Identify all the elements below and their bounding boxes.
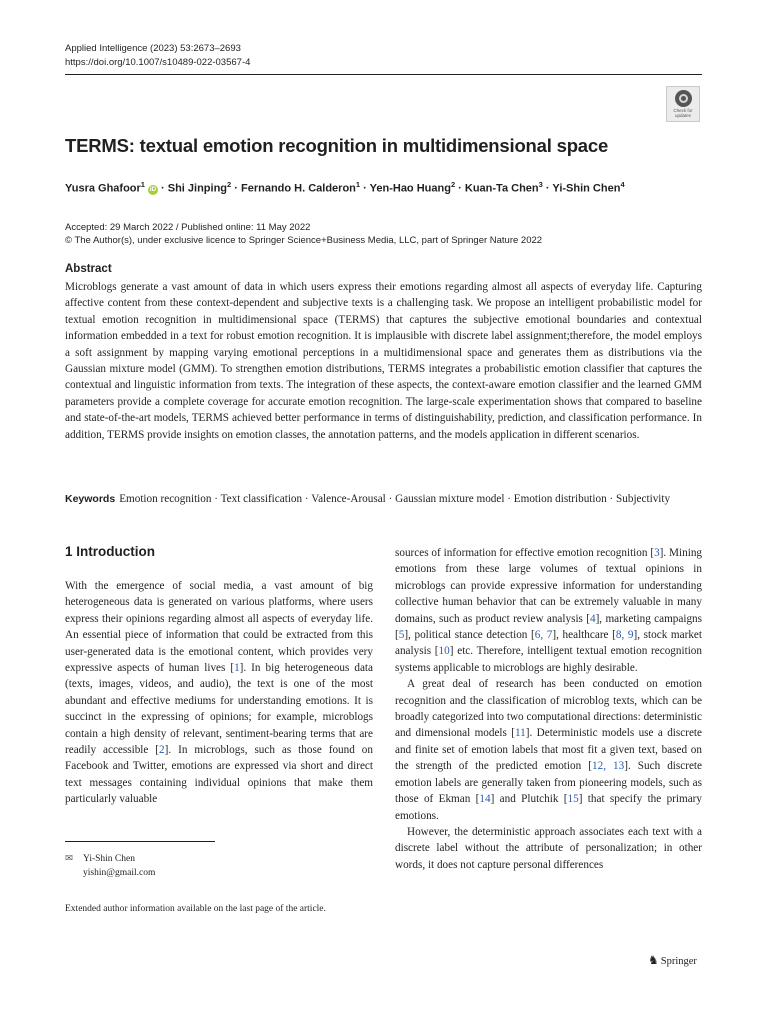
journal-info [65,42,250,70]
author-name: Shi Jinping [167,182,228,195]
citation-link[interactable]: 14 [479,793,491,806]
author-separator: · [231,182,241,195]
citation-link[interactable]: 10 [438,645,450,658]
header-rule [65,74,702,75]
springer-logo [648,953,697,968]
footnote-rule [65,841,215,842]
author-name: Yen-Hao Huang [369,182,451,195]
author-separator: · [542,182,553,195]
text-run: ], marketing campaigns [ [395,612,702,642]
text-run: ]. Mining emotions from these large volumes of textual opinions in microblogs can provide expressive information for understanding collective human behavior that can be extremely valuable in many domains, such as product review analysis [ [395,547,703,625]
text-run: A great deal of research has been conducted on emotion recognition and the classification of microblog texts, which can be broadly categorized into two computational directions: deterministic and dimensional models [ [395,678,702,740]
corresponding-author [65,852,155,880]
crossmark-label-2: updates [674,113,691,118]
check-for-updates-badge[interactable] [666,86,700,122]
text-run: ], political stance detection [ [404,629,535,642]
paragraph [65,578,373,808]
publication-dates [65,221,542,247]
author-affiliation-marker: 1 [355,180,361,189]
paragraph [395,545,702,676]
envelope-icon: ✉ [65,854,73,864]
author-name: Kuan-Ta Chen [464,182,539,195]
text-run: ], stock market analysis [ [395,629,702,658]
contact-email[interactable]: yishin@gmail.com [83,868,156,878]
left-column [65,578,373,808]
text-run: ]. In big heterogeneous data (texts, images, videos, and audio), the text is one of the most abundant and effective mediums for understanding emotions. It is succinct in the expressing of opinions; for example, microblogs contain a high density of relevant, sentiment-bearing terms that are readily accessible [ [65,662,373,757]
paragraph [395,824,702,873]
citation-link[interactable]: 6, 7 [534,629,553,642]
keywords [65,491,702,507]
text-run: ]. Deterministic models use a discrete and finite set of emotion labels that most fit a given text, based on the strength of the predicted emotion [ [395,727,702,773]
abstract-heading: Abstract [65,263,112,275]
text-run: ] etc. Therefore, intelligent textual emotion recognition systems applicable to microblogs are highly desirable. [395,645,702,674]
extended-author-info: Extended author information available on the last page of the article. [65,904,326,914]
copyright-notice: © The Author(s), under exclusive licence to Springer Science+Business Media, LLC, part of Springer Nature 2022 [65,235,543,246]
author-affiliation-marker: 2 [450,180,456,189]
citation-link[interactable]: 2 [159,744,165,757]
author-affiliation-marker: 3 [538,180,543,189]
author-affiliation-marker: 2 [227,180,232,189]
keywords-label: Keywords [65,493,116,505]
contact-name: Yi-Shin Chen [83,854,135,864]
citation-link[interactable]: 12, 13 [592,760,625,773]
author-separator: · [455,182,465,195]
author-name: Fernando H. Calderon [240,182,356,195]
accepted-published-dates: Accepted: 29 March 2022 / Published online: 11 May 2022 [65,222,311,233]
abstract-text: Microblogs generate a vast amount of data in which users express their emotions regarding almost all aspects of everyday life. Capturing affective content from these context-dependent and subjective texts is a challenging task. We propose an intelligent probabilistic model for textual emotion recognition in multidimensional space (TERMS) that captures the subjective emotional boundaries and contextual information embedded in a text for robust emotion recognition. It is implausible with discrete label assignment;therefore, the model employs a soft assignment by mapping varying emotional perceptions in a multidimensional space and generates them as distributions via the Gaussian mixture model (GMM). To strengthen emotion distributions, TERMS integrates a probabilistic emotion classifier that captures the contextual and linguistic information from texts. The integration of these aspects, the context-aware emotion classifier and the learned GMM parameters provide a complete coverage for accurate emotion recognition. The large-scale experimentation shows that compared to baseline and state-of-the-art models, TERMS achieved better performance in terms of distinguishability, prediction, and classification performance. In addition, TERMS provide insights on emotion classes, the annotation patterns, and the models application in different scenarios. [65,281,702,441]
text-run: ] and Plutchik [ [490,793,568,806]
springer-horse-icon: ♞ [648,953,659,967]
paragraph [395,676,702,824]
author-separator: · [360,182,370,195]
section-heading: 1 Introduction [65,544,155,559]
text-run: ] that specify the primary emotions. [395,793,702,822]
author-affiliation-marker: 4 [620,180,625,189]
right-column [395,545,702,873]
text-run: ]. Such discrete emotion labels are generally taken from pioneering models, such as those of Ekman [ [395,760,702,806]
author-list [65,180,625,195]
citation-link[interactable]: 8, 9 [615,629,634,642]
text-run: With the emergence of social media, a vast amount of big heterogeneous data is generated on various platforms, where users express their opinions regarding almost all aspects of everyday life. An essential piece of information that could be extracted from this user-generated data is the emotional content, which provides very expressive aspects of human lives [ [65,580,373,675]
text-run: ]. In microblogs, such as those found on Facebook and Twitter, emotions are expressed via short and direct text messages containing individual opinions that make them particularly valuable [65,744,373,806]
author-separator: · [157,182,168,195]
citation-link[interactable]: 1 [234,662,240,675]
citation-link[interactable]: 15 [567,793,579,806]
author-affiliation-marker: 1 [140,180,145,189]
citation-link[interactable]: 3 [654,547,660,559]
author-name: Yusra Ghafoor [65,182,141,195]
publisher-name: Springer [660,956,697,967]
text-run: ], healthcare [ [552,629,616,642]
citation-link[interactable]: 11 [514,727,526,740]
paper-title: TERMS: textual emotion recognition in multidimensional space [65,135,609,156]
journal-citation: Applied Intelligence (2023) 53:2673–2693 [65,43,241,54]
citation-link[interactable]: 4 [589,612,596,625]
author-name: Yi-Shin Chen [552,182,621,195]
text-run: sources of information for effective emotion recognition [ [395,547,655,559]
doi-link[interactable]: https://doi.org/10.1007/s10489-022-03567-4 [65,57,251,68]
citation-link[interactable]: 5 [398,629,405,642]
crossmark-label-1: Check for [673,108,693,113]
orcid-icon[interactable]: iD [149,185,157,193]
keywords-list: Emotion recognition · Text classification · Valence-Arousal · Gaussian mixture model · Emotion distribution · Subjectivity [119,493,671,505]
text-run: However, the deterministic approach associates each text with a discrete label without the attribute of personalization; in other words, it does not capture personal differences [395,825,702,871]
